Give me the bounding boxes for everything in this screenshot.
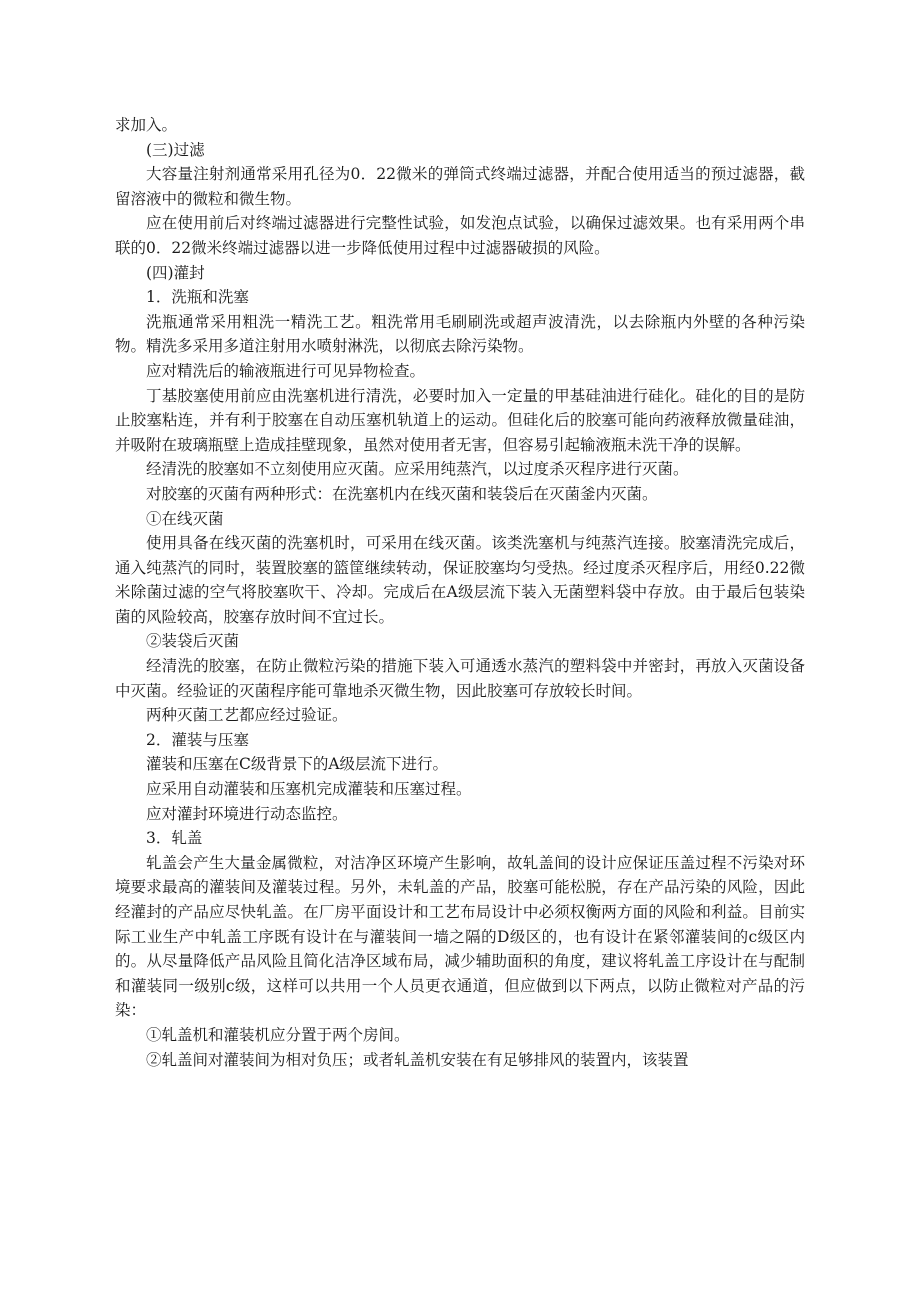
paragraph: 使用具备在线灭菌的洗塞机时，可采用在线灭菌。该类洗塞机与纯蒸汽连接。胶塞清洗完成后，通入纯蒸汽的同时，装置胶塞的篮筐继续转动，保证胶塞均匀受热。经过度杀灭程序后，用经0.22微米除菌过滤的空气将胶塞吹干、冷却。完成后在A级层流下装入无菌塑料袋中存放。由于最后包装染菌的风险较高，胶塞存放时间不宜过长。 — [115, 534, 805, 626]
paragraph: 轧盖会产生大量金属微粒，对洁净区环境产生影响，故轧盖间的设计应保证压盖过程不污染对环境要求最高的灌装间及灌装过程。另外，未轧盖的产品，胶塞可能松脱，存在产品污染的风险，因此经灌封的产品应尽快轧盖。在厂房平面设计和工艺布局设计中必须权衡两方面的风险和利益。目前实际工业生产中轧盖工序既有设计在与灌装间一墙之隔的D级区的，也有设计在紧邻灌装间的c级区内的。从尽量降低产品风险且简化洁净区域布局，减少辅助面积的角度，建议将轧盖工序设计在与配制和灌装同一级别c级，这样可以共用一个人员更衣通道，但应做到以下两点，以防止微粒对产品的污染： — [115, 853, 805, 1020]
paragraph: 洗瓶通常采用粗洗一精洗工艺。粗洗常用毛刷刷洗或超声波清洗，以去除瓶内外壁的各种污染物。精洗多采用多道注射用水喷射淋洗，以彻底去除污染物。 — [115, 312, 805, 356]
paragraph: 对胶塞的灭菌有两种形式：在洗塞机内在线灭菌和装袋后在灭菌釜内灭菌。 — [146, 484, 658, 503]
subsection-heading-washing: 1．洗瓶和洗塞 — [146, 288, 249, 307]
paragraph: 灌装和压塞在C级背景下的A级层流下进行。 — [146, 755, 449, 774]
section-heading-filtration: (三)过滤 — [146, 140, 205, 159]
paragraph: 经清洗的胶塞如不立刻使用应灭菌。应采用纯蒸汽，以过度杀灭程序进行灭菌。 — [146, 460, 689, 479]
item-heading-bagged-sterilization: ②装袋后灭菌 — [146, 632, 240, 651]
paragraph: 应对灌封环境进行动态监控。 — [146, 804, 348, 823]
paragraph: 丁基胶塞使用前应由洗塞机进行清洗，必要时加入一定量的甲基硅油进行硅化。硅化的目的是防止胶塞粘连，并有利于胶塞在自动压塞机轨道上的运动。但硅化后的胶塞可能向药液释放微量硅油，并吸附在玻璃瓶壁上造成挂壁现象，虽然对使用者无害，但容易引起输液瓶未洗干净的误解。 — [115, 386, 805, 454]
paragraph: 大容量注射剂通常采用孔径为0．22微米的弹筒式终端过滤器，并配合使用适当的预过滤器，截留溶液中的微粒和微生物。 — [115, 165, 805, 208]
subsection-heading-filling-stoppering: 2．灌装与压塞 — [146, 730, 249, 749]
subsection-heading-capping: 3．轧盖 — [146, 829, 203, 848]
paragraph: 应在使用前后对终端过滤器进行完整性试验，如发泡点试验，以确保过滤效果。也有采用两个串联的0．22微米终端过滤器以进一步降低使用过程中过滤器破损的风险。 — [115, 214, 805, 257]
list-item: ①轧盖机和灌装机应分置于两个房间。 — [146, 1025, 410, 1044]
paragraph: 应采用自动灌装和压塞机完成灌装和压塞过程。 — [146, 780, 472, 799]
paragraph: 两种灭菌工艺都应经过验证。 — [146, 706, 348, 725]
item-heading-online-sterilization: ①在线灭菌 — [146, 509, 224, 528]
list-item: ②轧盖间对灌装间为相对负压；或者轧盖机安装在有足够排风的装置内，该装置 — [146, 1050, 689, 1069]
paragraph: 求加入。 — [115, 116, 178, 134]
document-body — [115, 113, 805, 1072]
section-heading-filling-sealing: (四)灌封 — [146, 263, 205, 282]
paragraph: 应对精洗后的输液瓶进行可见异物检查。 — [146, 361, 426, 380]
paragraph: 经清洗的胶塞，在防止微粒污染的措施下装入可通透水蒸汽的塑料袋中并密封，再放入灭菌设备中灭菌。经验证的灭菌程序能可靠地杀灭微生物，因此胶塞可存放较长时间。 — [115, 657, 805, 700]
